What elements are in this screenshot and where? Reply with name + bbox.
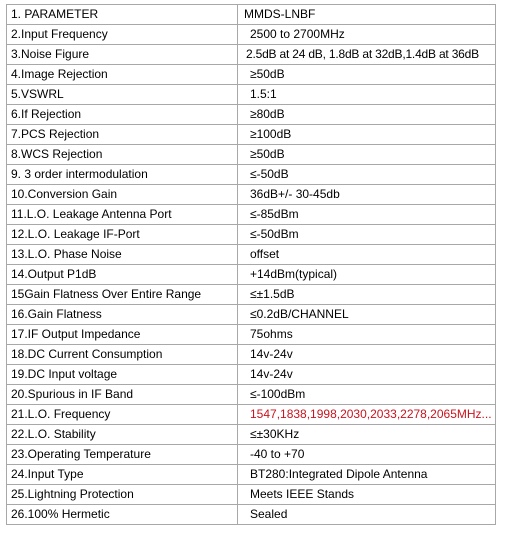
table-row: [7, 305, 496, 325]
value-cell: ≥80dB: [238, 105, 496, 125]
table-row: [7, 285, 496, 305]
parameter-cell: 3.Noise Figure: [7, 45, 238, 65]
value-cell: 1.5:1: [238, 85, 496, 105]
parameter-cell: 21.L.O. Frequency: [7, 405, 238, 425]
model-header: MMDS-LNBF: [238, 5, 496, 25]
value-cell: ≥100dB: [238, 125, 496, 145]
value-cell: 2500 to 2700MHz: [238, 25, 496, 45]
value-cell: ≤-50dB: [238, 165, 496, 185]
parameter-header: 1. PARAMETER: [7, 5, 238, 25]
value-cell: ≥50dB: [238, 145, 496, 165]
parameter-cell: 6.If Rejection: [7, 105, 238, 125]
value-cell: Meets IEEE Stands: [238, 485, 496, 505]
parameter-cell: 22.L.O. Stability: [7, 425, 238, 445]
parameter-cell: 17.IF Output Impedance: [7, 325, 238, 345]
value-cell: ≤±30KHz: [238, 425, 496, 445]
parameter-cell: 23.Operating Temperature: [7, 445, 238, 465]
table-row: [7, 445, 496, 465]
value-cell: 36dB+/- 30-45db: [238, 185, 496, 205]
specification-table: [6, 4, 496, 525]
parameter-cell: 24.Input Type: [7, 465, 238, 485]
value-cell: ≤-50dBm: [238, 225, 496, 245]
table-row: [7, 185, 496, 205]
parameter-cell: 5.VSWRL: [7, 85, 238, 105]
lo-frequency-value: 1547,1838,1998,2030,2033,2278,2065MHz...: [238, 405, 496, 425]
table-row: [7, 405, 496, 425]
value-cell: 75ohms: [238, 325, 496, 345]
table-row: [7, 225, 496, 245]
table-row: [7, 205, 496, 225]
value-cell: +14dBm(typical): [238, 265, 496, 285]
parameter-cell: 25.Lightning Protection: [7, 485, 238, 505]
table-row: [7, 105, 496, 125]
value-cell: ≥50dB: [238, 65, 496, 85]
table-row: [7, 45, 496, 65]
parameter-cell: 19.DC Input voltage: [7, 365, 238, 385]
parameter-cell: 13.L.O. Phase Noise: [7, 245, 238, 265]
parameter-cell: 8.WCS Rejection: [7, 145, 238, 165]
parameter-cell: 16.Gain Flatness: [7, 305, 238, 325]
value-cell: 2.5dB at 24 dB, 1.8dB at 32dB,1.4dB at 36dB: [238, 45, 496, 65]
parameter-cell: 14.Output P1dB: [7, 265, 238, 285]
value-cell: ≤0.2dB/CHANNEL: [238, 305, 496, 325]
table-row: [7, 345, 496, 365]
value-cell: 14v-24v: [238, 365, 496, 385]
parameter-cell: 20.Spurious in IF Band: [7, 385, 238, 405]
parameter-cell: 26.100% Hermetic: [7, 505, 238, 525]
table-row: [7, 365, 496, 385]
table-row: [7, 485, 496, 505]
value-cell: offset: [238, 245, 496, 265]
table-row: [7, 325, 496, 345]
value-cell: 14v-24v: [238, 345, 496, 365]
value-cell: Sealed: [238, 505, 496, 525]
table-row: [7, 465, 496, 485]
parameter-cell: 12.L.O. Leakage IF-Port: [7, 225, 238, 245]
table-row: [7, 385, 496, 405]
value-cell: ≤-85dBm: [238, 205, 496, 225]
value-cell: ≤±1.5dB: [238, 285, 496, 305]
value-cell: ≤-100dBm: [238, 385, 496, 405]
parameter-cell: 18.DC Current Consumption: [7, 345, 238, 365]
table-row: [7, 125, 496, 145]
table-row: [7, 425, 496, 445]
table-row: [7, 505, 496, 525]
parameter-cell: 2.Input Frequency: [7, 25, 238, 45]
table-row: [7, 65, 496, 85]
value-cell: BT280:Integrated Dipole Antenna: [238, 465, 496, 485]
parameter-cell: 11.L.O. Leakage Antenna Port: [7, 205, 238, 225]
parameter-cell: 10.Conversion Gain: [7, 185, 238, 205]
table-row: [7, 165, 496, 185]
table-row: [7, 85, 496, 105]
table-row-header: [7, 5, 496, 25]
parameter-cell: 4.Image Rejection: [7, 65, 238, 85]
table-row: [7, 145, 496, 165]
parameter-cell: 9. 3 order intermodulation: [7, 165, 238, 185]
table-row: [7, 245, 496, 265]
table-row: [7, 25, 496, 45]
table-row: [7, 265, 496, 285]
parameter-cell: 15Gain Flatness Over Entire Range: [7, 285, 238, 305]
parameter-cell: 7.PCS Rejection: [7, 125, 238, 145]
value-cell: -40 to +70: [238, 445, 496, 465]
